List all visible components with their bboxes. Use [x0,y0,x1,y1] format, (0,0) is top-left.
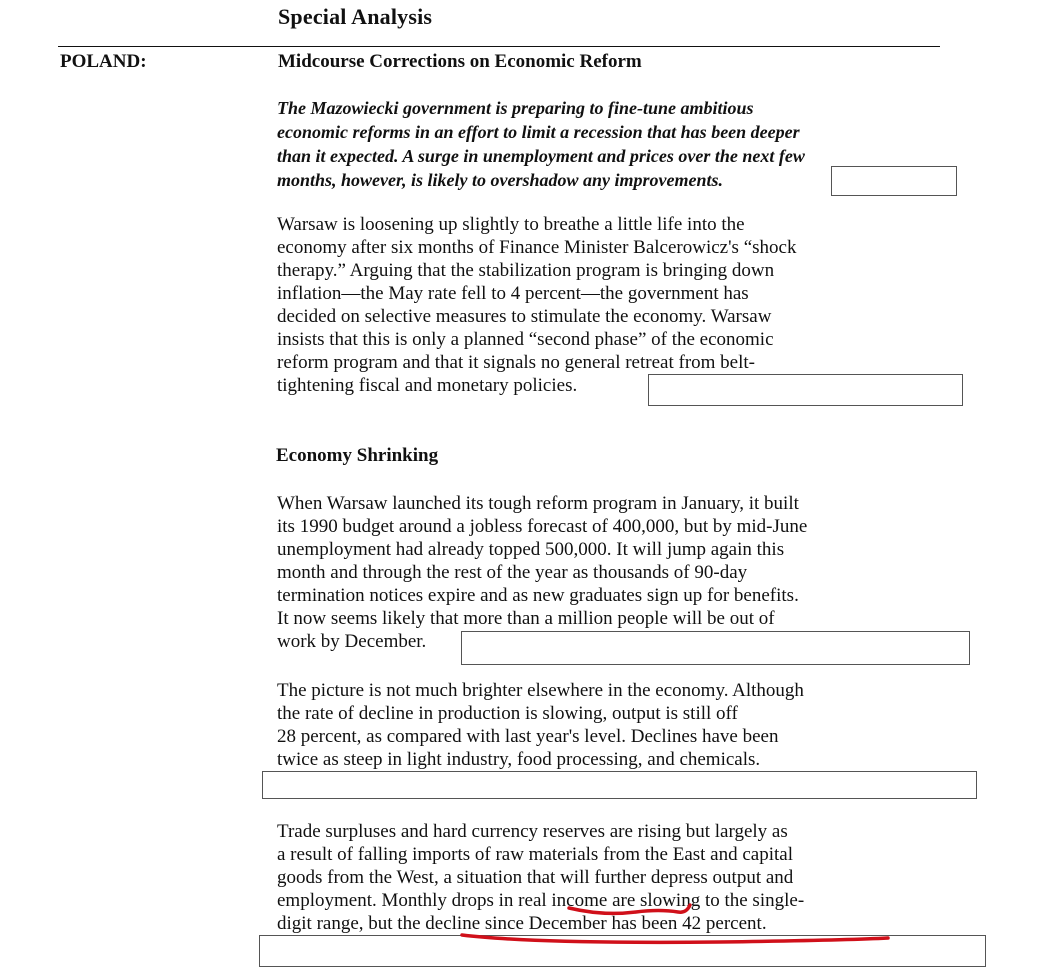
redaction-box [262,771,977,799]
redaction-box [648,374,963,406]
paragraph-line: unemployment had already topped 500,000. It will jump again this [277,539,785,560]
paragraph-line: It now seems likely that more than a million people will be out of [277,608,775,629]
paragraph-line: the rate of decline in production is slowing, output is still off [277,703,738,724]
paragraph-line: twice as steep in light industry, food processing, and chemicals. [277,749,761,770]
paragraph-line: termination notices expire and as new graduates sign up for benefits. [277,585,799,606]
section-heading: Economy Shrinking [276,445,439,466]
summary-line: economic reforms in an effort to limit a recession that has been deeper [277,122,800,142]
paragraph-line: Trade surpluses and hard currency reserves are rising but largely as [277,821,788,842]
paragraph-line: a result of falling imports of raw materials from the East and capital [277,844,793,865]
paragraph-line: digit range, but the decline since December has been 42 percent. [277,913,767,934]
paragraph-line: work by December. [277,631,427,652]
paragraph-line: economy after six months of Finance Minister Balcerowicz's “shock [277,237,797,258]
paragraph-line: decided on selective measures to stimulate the economy. Warsaw [277,306,772,327]
paragraph-production [277,679,957,771]
paragraph-trade [277,820,957,935]
paragraph-line: its 1990 budget around a jobless forecast of 400,000, but by mid-June [277,516,808,537]
paragraph-line: reform program and that it signals no general retreat from belt- [277,352,755,373]
redaction-box [259,935,986,967]
paragraph-unemployment [277,492,957,653]
document-title: Midcourse Corrections on Economic Reform [278,51,642,72]
redaction-box [461,631,970,665]
paragraph-line: employment. Monthly drops in real income are slowing to the single- [277,890,805,911]
paragraph-line: therapy.” Arguing that the stabilization program is bringing down [277,260,775,281]
header-rule [58,46,940,47]
paragraph-line: goods from the West, a situation that will further depress output and [277,867,794,888]
summary-line: The Mazowiecki government is preparing to fine-tune ambitious [277,98,754,118]
paragraph-line: inflation—the May rate fell to 4 percent—the government has [277,283,749,304]
summary-line: than it expected. A surge in unemployment and prices over the next few [277,146,805,166]
paragraph-line: When Warsaw launched its tough reform program in January, it built [277,493,799,514]
paragraph-line: 28 percent, as compared with last year's level. Declines have been [277,726,779,747]
paragraph-line: Warsaw is loosening up slightly to breathe a little life into the [277,214,745,235]
summary-line: months, however, is likely to overshadow any improvements. [277,170,724,190]
paragraph-line: tightening fiscal and monetary policies. [277,375,578,396]
paragraph-line: insists that this is only a planned “second phase” of the economic [277,329,774,350]
paragraph-line: month and through the rest of the year as thousands of 90-day [277,562,748,583]
country-label: POLAND: [60,51,147,72]
page-header-title: Special Analysis [278,4,433,29]
redaction-box [831,166,957,196]
paragraph-line: The picture is not much brighter elsewhere in the economy. Although [277,680,804,701]
paragraph-loosening [277,213,957,397]
